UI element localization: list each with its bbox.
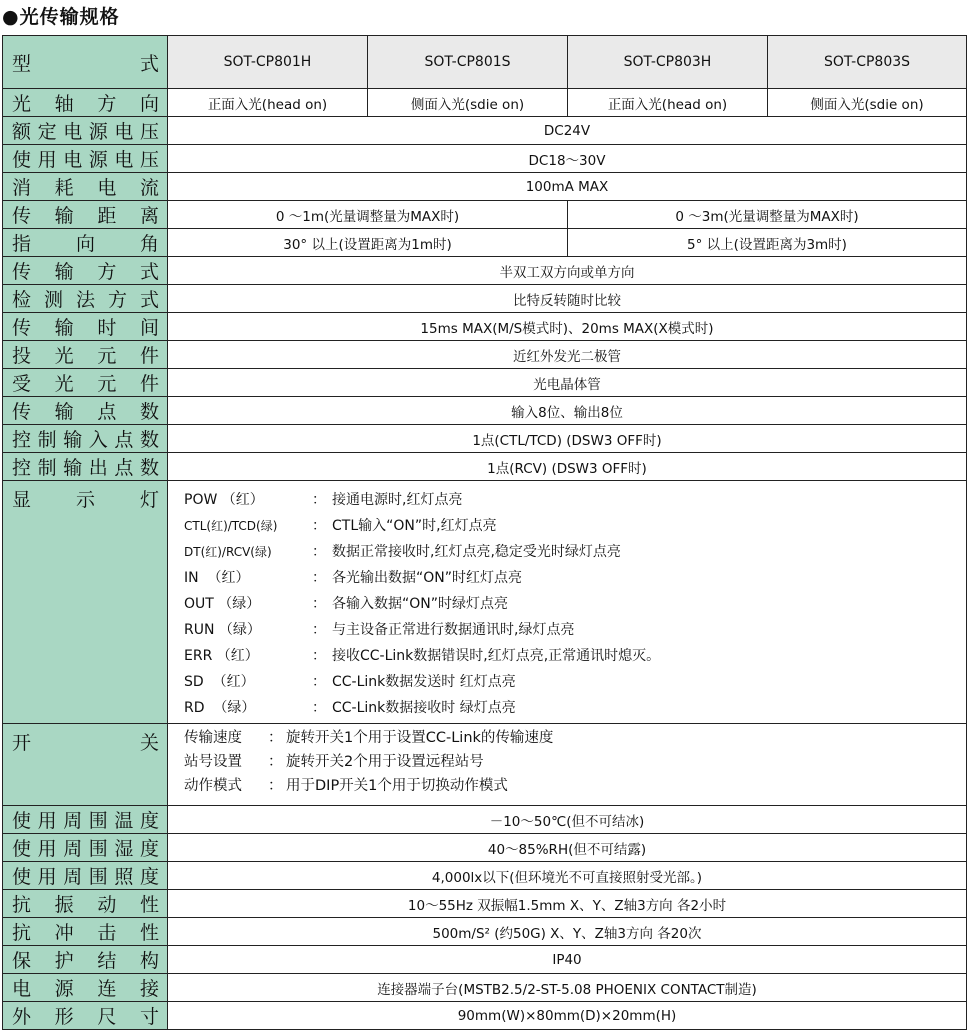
label-char: 压: [139, 121, 159, 143]
indicator-name: DT(红)/RCV(绿): [184, 545, 272, 559]
spec-value: 1点(CTL/TCD) (DSW3 OFF时): [168, 425, 967, 453]
label-char: 式: [139, 52, 159, 75]
label-char: 制: [37, 429, 57, 451]
label-char: 电: [97, 177, 117, 199]
label-char: 测: [43, 289, 63, 311]
row-label: [3, 425, 168, 453]
label-char: 流: [139, 177, 159, 199]
label-char: 显: [12, 489, 32, 511]
spec-value: IP40: [168, 946, 967, 974]
switch-desc: 旋转开关2个用于设置远程站号: [286, 754, 484, 770]
model-name: SOT-CP803S: [768, 36, 967, 89]
label-char: 护: [54, 950, 74, 972]
label-char: 使: [12, 149, 32, 171]
spec-value: 近红外发光二极管: [168, 341, 967, 369]
label-char: 周: [63, 810, 83, 832]
label-char: 消: [12, 177, 32, 199]
spec-row: [3, 257, 967, 285]
indicator-name: IN （红）: [184, 570, 250, 586]
label-char: 使: [12, 810, 32, 832]
switch-list: [168, 724, 967, 806]
label-char: 动: [97, 894, 117, 916]
spec-value: 40～85%RH(但不可结露): [168, 834, 967, 862]
label-char: 连: [97, 978, 117, 1000]
row-label-text: [3, 49, 167, 76]
label-char: 传: [12, 317, 32, 339]
indicator-line: [184, 643, 966, 669]
row-label: [3, 285, 168, 313]
label-char: 灯: [139, 489, 159, 511]
row-label-text: [3, 369, 167, 396]
label-char: 向: [139, 93, 159, 115]
row-label-text: [3, 890, 167, 917]
indicator-desc: CC-Link数据接收时 绿灯点亮: [332, 700, 516, 716]
label-char: 用: [37, 866, 57, 888]
spec-value: 5° 以上(设置距离为3m时): [568, 229, 967, 257]
label-char: 关: [139, 732, 159, 754]
label-char: 性: [139, 922, 159, 944]
label-char: 输: [63, 429, 83, 451]
indicator-colon: ：: [312, 648, 326, 664]
spec-value: 30° 以上(设置距离为1m时): [168, 229, 568, 257]
spec-row: [3, 806, 967, 834]
label-char: 控: [12, 429, 32, 451]
row-label: [3, 201, 168, 229]
spec-row: [3, 89, 967, 117]
row-label: [3, 724, 168, 806]
row-label: [3, 481, 168, 724]
switch-colon: ：: [268, 754, 283, 770]
label-char: 结: [97, 950, 117, 972]
spec-value: 比特反转随时比较: [168, 285, 967, 313]
indicator-name: POW （红）: [184, 492, 264, 508]
row-label-text: [3, 806, 167, 833]
label-char: 制: [37, 457, 57, 479]
row-label: [3, 834, 168, 862]
spec-value: DC24V: [168, 117, 967, 145]
label-char: 电: [63, 149, 83, 171]
spec-value: 500m/S² (约50G) X、Y、Z轴3方向 各20次: [168, 918, 967, 946]
spec-row: [3, 285, 967, 313]
label-char: 传: [12, 401, 32, 423]
indicator-line: [184, 565, 966, 591]
spec-row: [3, 369, 967, 397]
label-char: 距: [97, 205, 117, 227]
label-char: 控: [12, 457, 32, 479]
row-label-text: [3, 1002, 167, 1029]
label-char: 度: [139, 810, 159, 832]
row-label-text: [3, 453, 167, 480]
row-label: [3, 173, 168, 201]
label-char: 电: [63, 121, 83, 143]
label-char: 振: [54, 894, 74, 916]
spec-value: 侧面入光(sdie on): [768, 89, 967, 117]
label-char: 度: [139, 866, 159, 888]
switch-line: [184, 726, 966, 750]
row-label-text: [3, 285, 167, 312]
label-char: 输: [54, 261, 74, 283]
spec-row: [3, 313, 967, 341]
row-label: [3, 257, 168, 285]
indicator-line: [184, 617, 966, 643]
label-char: 源: [88, 149, 108, 171]
label-char: 接: [139, 978, 159, 1000]
indicator-desc: CC-Link数据发送时 红灯点亮: [332, 674, 516, 690]
indicator-line: [184, 539, 966, 565]
label-char: 点: [114, 457, 134, 479]
row-label: [3, 1002, 168, 1030]
row-label: [3, 918, 168, 946]
label-char: 式: [139, 289, 159, 311]
indicator-name: CTL(红)/TCD(绿): [184, 519, 278, 533]
label-char: 输: [54, 205, 74, 227]
label-char: 电: [12, 978, 32, 1000]
spec-row: [3, 453, 967, 481]
label-char: 抗: [12, 894, 32, 916]
label-char: 光: [54, 373, 74, 395]
label-char: 输: [54, 317, 74, 339]
row-label: [3, 369, 168, 397]
label-char: 保: [12, 950, 32, 972]
spec-row: [3, 425, 967, 453]
row-label-text: [3, 173, 167, 200]
label-char: 向: [75, 233, 95, 255]
spec-value: 90mm(W)×80mm(D)×20mm(H): [168, 1002, 967, 1030]
indicator-line: [184, 669, 966, 695]
label-char: 型: [12, 52, 32, 75]
indicator-line: [184, 695, 966, 721]
label-char: 角: [139, 233, 159, 255]
label-char: 围: [88, 866, 108, 888]
spec-value: 100mA MAX: [168, 173, 967, 201]
indicator-colon: ：: [312, 570, 326, 586]
spec-value: 光电晶体管: [168, 369, 967, 397]
indicator-colon: ：: [312, 492, 326, 508]
label-char: 压: [139, 149, 159, 171]
spec-value: 侧面入光(sdie on): [368, 89, 568, 117]
label-char: 元: [97, 373, 117, 395]
indicator-name: SD （红）: [184, 674, 255, 690]
spec-value: 15ms MAX(M/S模式时)、20ms MAX(X模式时): [168, 313, 967, 341]
row-label-text: [3, 313, 167, 340]
label-char: 源: [88, 121, 108, 143]
spec-row: [3, 117, 967, 145]
row-label-text: [3, 397, 167, 424]
row-label: [3, 946, 168, 974]
switch-desc: 旋转开关1个用于设置CC-Link的传输速度: [286, 730, 554, 746]
row-label-text: [3, 946, 167, 973]
row-label: [3, 229, 168, 257]
indicator-name: ERR （红）: [184, 648, 259, 664]
spec-row: [3, 173, 967, 201]
indicator-line: [184, 487, 966, 513]
label-char: 传: [12, 261, 32, 283]
label-char: 示: [75, 489, 95, 511]
switch-name: 动作模式: [184, 778, 242, 794]
label-char: 方: [97, 261, 117, 283]
spec-row: [3, 834, 967, 862]
label-char: 使: [12, 866, 32, 888]
label-char: 围: [88, 810, 108, 832]
label-char: 数: [139, 429, 159, 451]
label-char: 入: [88, 429, 108, 451]
row-label: [3, 36, 168, 89]
label-char: 击: [97, 922, 117, 944]
label-char: 周: [63, 866, 83, 888]
spec-row: [3, 862, 967, 890]
label-char: 开: [12, 732, 32, 754]
indicator-colon: ：: [312, 700, 326, 716]
row-label: [3, 89, 168, 117]
label-char: 轴: [54, 93, 74, 115]
spec-row: [3, 145, 967, 173]
indicator-desc: 接通电源时,红灯点亮: [332, 492, 463, 508]
label-char: 光: [12, 93, 32, 115]
label-char: 寸: [139, 1006, 159, 1028]
label-char: 输: [54, 401, 74, 423]
spec-value: 连接器端子台(MSTB2.5/2-ST-5.08 PHOENIX CONTACT制造): [168, 974, 967, 1002]
spec-row: [3, 341, 967, 369]
label-char: 间: [139, 317, 159, 339]
label-char: 形: [54, 1006, 74, 1028]
label-char: 式: [139, 261, 159, 283]
spec-table: [2, 35, 967, 1030]
label-char: 电: [114, 149, 134, 171]
label-char: 尺: [97, 1006, 117, 1028]
label-char: 抗: [12, 922, 32, 944]
row-label-text: [3, 89, 167, 116]
label-char: 出: [88, 457, 108, 479]
model-row: [3, 36, 967, 89]
label-char: 用: [37, 149, 57, 171]
spec-row: [3, 201, 967, 229]
row-label-text: [3, 117, 167, 144]
label-char: 用: [37, 810, 57, 832]
label-char: 指: [12, 233, 32, 255]
row-label: [3, 453, 168, 481]
indicator-name: RD （绿）: [184, 700, 256, 716]
label-char: 检: [12, 289, 32, 311]
indicator-colon: ：: [312, 544, 326, 560]
spec-row: [3, 918, 967, 946]
indicator-desc: CTL输入“ON”时,红灯点亮: [332, 518, 497, 534]
row-label-text: [3, 341, 167, 368]
switch-line: [184, 750, 966, 774]
label-char: 件: [139, 345, 159, 367]
switch-colon: ：: [268, 730, 283, 746]
row-label-text: [3, 201, 167, 228]
spec-value: －10～50℃(但不可结冰): [168, 806, 967, 834]
label-char: 数: [139, 457, 159, 479]
row-label-text: [3, 918, 167, 945]
indicator-line: [184, 591, 966, 617]
indicator-colon: ：: [312, 622, 326, 638]
label-char: 受: [12, 373, 32, 395]
label-char: 件: [139, 373, 159, 395]
indicator-desc: 各输入数据“ON”时绿灯点亮: [332, 596, 508, 612]
switch-desc: 用于DIP开关1个用于切换动作模式: [286, 778, 508, 794]
switch-name: 传输速度: [184, 730, 242, 746]
label-char: 耗: [54, 177, 74, 199]
row-label: [3, 145, 168, 173]
spec-value: 1点(RCV) (DSW3 OFF时): [168, 453, 967, 481]
spec-value: 半双工双方向或单方向: [168, 257, 967, 285]
row-label-text: [3, 481, 167, 512]
indicator-name: RUN （绿）: [184, 622, 261, 638]
spec-row: [3, 1002, 967, 1030]
label-char: 输: [63, 457, 83, 479]
label-char: 围: [88, 838, 108, 860]
indicator-name: OUT （绿）: [184, 596, 261, 612]
row-label-text: [3, 974, 167, 1001]
label-char: 照: [114, 866, 134, 888]
model-name: SOT-CP801S: [368, 36, 568, 89]
spec-value: 输入8位、输出8位: [168, 397, 967, 425]
label-char: 电: [114, 121, 134, 143]
label-char: 光: [54, 345, 74, 367]
label-char: 法: [75, 289, 95, 311]
label-char: 数: [139, 401, 159, 423]
row-label: [3, 974, 168, 1002]
row-label-text: [3, 229, 167, 256]
label-char: 冲: [54, 922, 74, 944]
row-label: [3, 397, 168, 425]
spec-row: [3, 946, 967, 974]
label-char: 使: [12, 838, 32, 860]
indicator-desc: 接收CC-Link数据错误时,红灯点亮,正常通讯时熄灭。: [332, 648, 661, 664]
row-label: [3, 117, 168, 145]
spec-row: [3, 890, 967, 918]
label-char: 离: [139, 205, 159, 227]
page-title: ●光传输规格: [2, 6, 120, 28]
row-label-text: [3, 862, 167, 889]
switch-colon: ：: [268, 778, 283, 794]
indicator-line: [184, 513, 966, 539]
indicator-list: [168, 481, 967, 724]
label-char: 传: [12, 205, 32, 227]
row-label: [3, 806, 168, 834]
label-char: 温: [114, 810, 134, 832]
label-char: 性: [139, 894, 159, 916]
spec-row: [3, 397, 967, 425]
indicator-colon: ：: [312, 518, 326, 534]
row-label-text: [3, 257, 167, 284]
row-label-text: [3, 145, 167, 172]
label-char: 投: [12, 345, 32, 367]
spec-value: 正面入光(head on): [568, 89, 768, 117]
row-label: [3, 890, 168, 918]
label-char: 源: [54, 978, 74, 1000]
row-label: [3, 313, 168, 341]
row-label: [3, 862, 168, 890]
indicator-colon: ：: [312, 596, 326, 612]
switch-name: 站号设置: [184, 754, 242, 770]
label-char: 湿: [114, 838, 134, 860]
label-char: 方: [97, 93, 117, 115]
switch-row: [3, 724, 967, 806]
label-char: 度: [139, 838, 159, 860]
label-char: 周: [63, 838, 83, 860]
label-char: 外: [12, 1006, 32, 1028]
label-char: 点: [97, 401, 117, 423]
switch-line: [184, 774, 966, 798]
spec-row: [3, 974, 967, 1002]
indicator-row: [3, 481, 967, 724]
spec-value: 10～55Hz 双振幅1.5mm X、Y、Z轴3方向 各2小时: [168, 890, 967, 918]
indicator-desc: 与主设备正常进行数据通讯时,绿灯点亮: [332, 622, 575, 638]
spec-value: 0 ～3m(光量调整量为MAX时): [568, 201, 967, 229]
label-char: 构: [139, 950, 159, 972]
indicator-colon: ：: [312, 674, 326, 690]
label-char: 额: [12, 121, 32, 143]
label-char: 方: [107, 289, 127, 311]
spec-value: 4,000lx以下(但环境光不可直接照射受光部。): [168, 862, 967, 890]
spec-value: 正面入光(head on): [168, 89, 368, 117]
spec-value: DC18～30V: [168, 145, 967, 173]
model-name: SOT-CP803H: [568, 36, 768, 89]
spec-row: [3, 229, 967, 257]
label-char: 点: [114, 429, 134, 451]
label-char: 定: [37, 121, 57, 143]
model-name: SOT-CP801H: [168, 36, 368, 89]
row-label-text: [3, 425, 167, 452]
label-char: 时: [97, 317, 117, 339]
row-label-text: [3, 724, 167, 755]
label-char: 用: [37, 838, 57, 860]
spec-value: 0 ～1m(光量调整量为MAX时): [168, 201, 568, 229]
row-label-text: [3, 834, 167, 861]
indicator-desc: 数据正常接收时,红灯点亮,稳定受光时绿灯点亮: [332, 544, 621, 560]
label-char: 元: [97, 345, 117, 367]
indicator-desc: 各光输出数据“ON”时红灯点亮: [332, 570, 522, 586]
row-label: [3, 341, 168, 369]
